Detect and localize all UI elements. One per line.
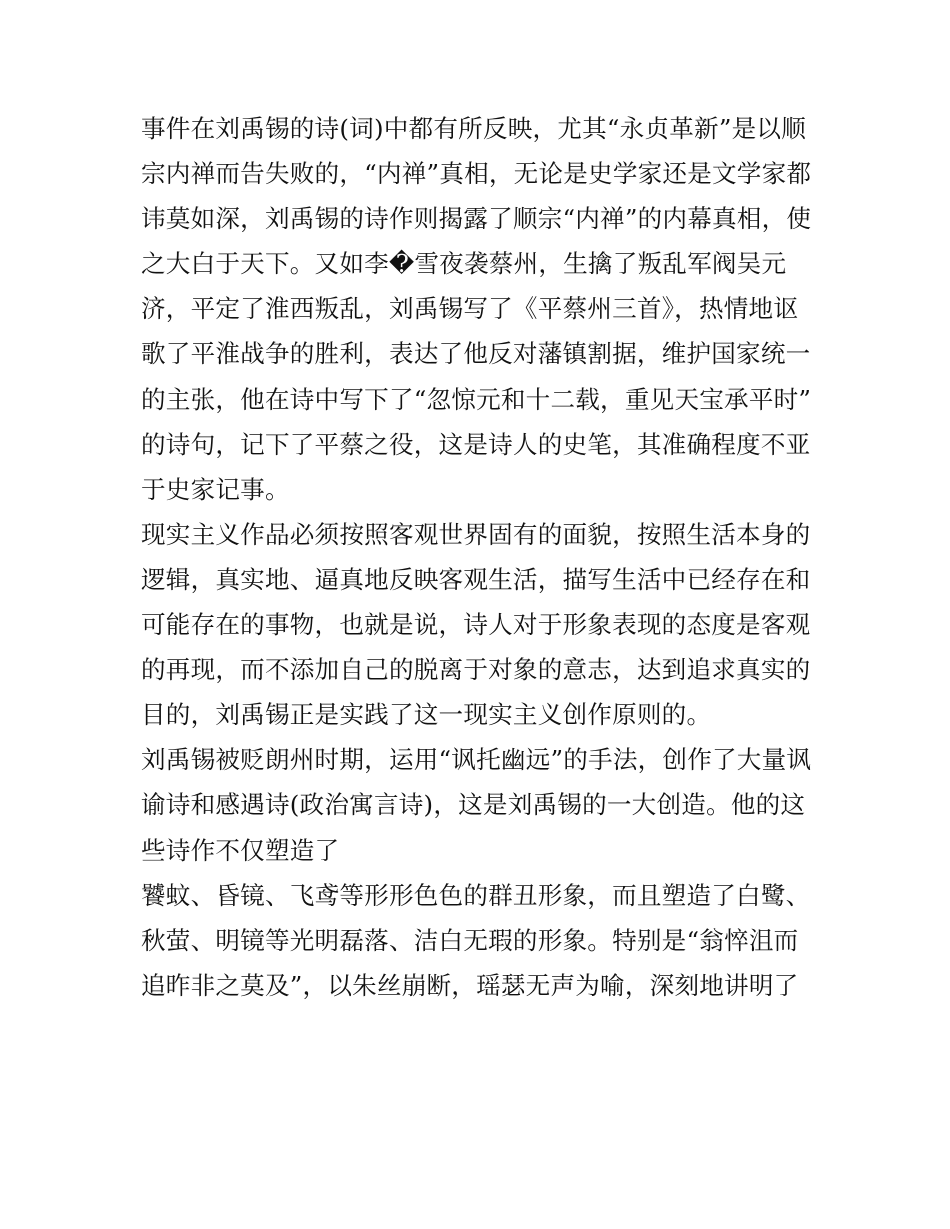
text-line: 的诗句，记下了平蔡之役，这是诗人的史笔，其准确程度不亚 bbox=[141, 429, 811, 459]
text-line: 于史家记事。 bbox=[141, 474, 290, 504]
text-line: 济，平定了淮西叛乱，刘禹锡写了《平蔡州三首》，热情地讴 bbox=[141, 294, 799, 324]
text-line: 秋萤、明镜等光明磊落、洁白无瑕的形象。特别是“翁悴沮而 bbox=[141, 925, 799, 955]
text-line: 的主张，他在诗中写下了“忽惊元和十二载，重见天宝承平时” bbox=[141, 384, 812, 414]
text-line: 之大白于天下。又如李�雪夜袭蔡州，生擒了叛乱军阀吴元 bbox=[141, 249, 787, 279]
text-line: 现实主义作品必须按照客观世界固有的面貌，按照生活本身的 bbox=[141, 519, 811, 549]
text-line: 些诗作不仅塑造了 bbox=[141, 835, 340, 865]
text-line: 目的，刘禹锡正是实践了这一现实主义创作原则的。 bbox=[141, 700, 712, 730]
text-line: 宗内禅而告失败的，“内禅”真相，无论是史学家还是文学家都 bbox=[141, 159, 812, 189]
text-line: 的再现，而不添加自己的脱离于对象的意志，达到追求真实的 bbox=[141, 655, 811, 685]
text-line: 谕诗和感遇诗(政治寓言诗)，这是刘禹锡的一大创造。他的这 bbox=[141, 790, 806, 820]
text-line: 刘禹锡被贬朗州时期，运用“讽托幽远”的手法，创作了大量讽 bbox=[141, 745, 812, 775]
text-line: 追昨非之莫及”，以朱丝崩断，瑶瑟无声为喻，深刻地讲明了 bbox=[141, 970, 799, 1000]
body-text bbox=[141, 106, 821, 1008]
text-line: 饕蚊、昏镜、飞鸢等形形色色的群丑形象，而且塑造了白鹭、 bbox=[141, 880, 811, 910]
text-line: 逻辑，真实地、逼真地反映客观生活，描写生活中已经存在和 bbox=[141, 564, 811, 594]
text-line: 事件在刘禹锡的诗(词)中都有所反映，尤其“永贞革新”是以顺 bbox=[141, 114, 806, 143]
text-line: 讳莫如深，刘禹锡的诗作则揭露了顺宗“内禅”的内幕真相，使 bbox=[141, 204, 812, 234]
text-line: 歌了平淮战争的胜利，表达了他反对藩镇割据，维护国家统一 bbox=[141, 339, 811, 369]
text-line: 可能存在的事物，也就是说，诗人对于形象表现的态度是客观 bbox=[141, 610, 811, 640]
